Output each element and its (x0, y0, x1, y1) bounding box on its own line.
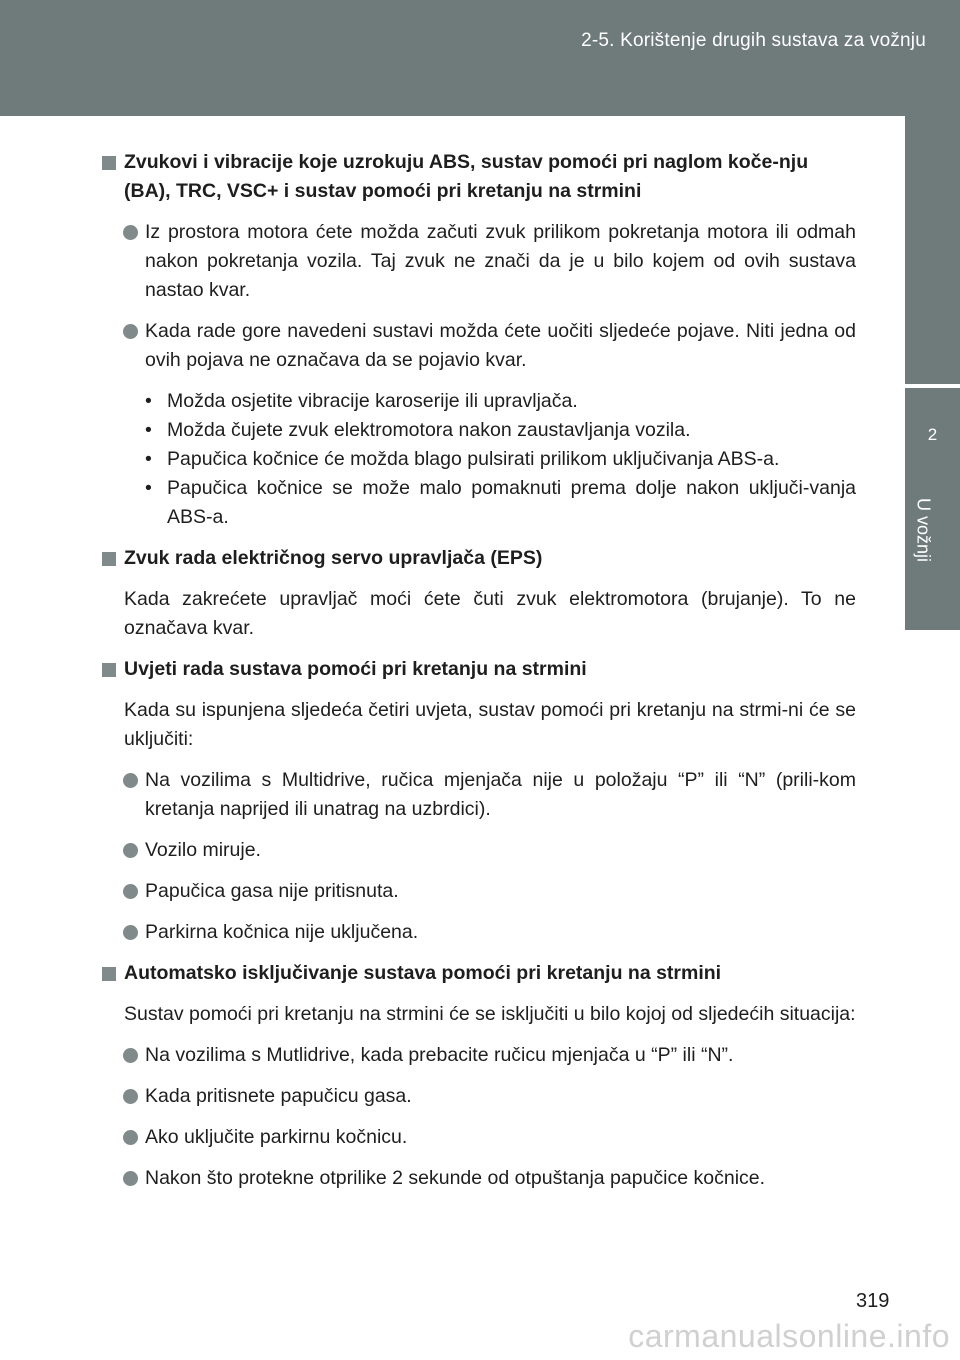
chapter-title: 2-5. Korištenje drugih sustava za vožnju (581, 30, 926, 51)
side-tab-upper (905, 116, 960, 384)
circle-bullet-icon (123, 884, 138, 899)
list-item: Kada rade gore navedeni sustavi možda ćete uočiti sljedeće pojave. Niti jedna od ovih pojava ne označava da se pojavio kvar. (100, 317, 856, 375)
section-heading: Uvjeti rada sustava pomoći pri kretanju na strmini (100, 655, 856, 684)
list-item: Parkirna kočnica nije uključena. (100, 918, 856, 947)
list-item: Iz prostora motora ćete možda začuti zvuk prilikom pokretanja motora ili odmah nakon pokretanja vozila. Taj zvuk ne znači da je u bilo kojem od ovih sustava nastao kvar. (100, 218, 856, 305)
circle-bullet-icon (123, 1130, 138, 1145)
list-item: Vozilo miruje. (100, 836, 856, 865)
section-heading: Automatsko isključivanje sustava pomoći pri kretanju na strmini (100, 959, 856, 988)
page-header (0, 0, 960, 116)
dash-item: • Papučica kočnice će možda blago pulsirati prilikom uključivanja ABS-a. (145, 445, 856, 474)
list-item: Na vozilima s Multidrive, ručica mjenjača nije u položaju “P” ili “N” (prili-kom kretanja naprijed ili unatrag na uzbrdici). (100, 766, 856, 824)
dot-bullet-icon: • (145, 390, 152, 412)
circle-bullet-icon (123, 324, 138, 339)
paragraph: Kada zakrećete upravljač moći ćete čuti zvuk elektromotora (brujanje). To ne označava kvar. (124, 588, 856, 639)
page-number: 319 (856, 1290, 890, 1312)
list-item: Kada pritisnete papučicu gasa. (100, 1082, 856, 1111)
list-item: Ako uključite parkirnu kočnicu. (100, 1123, 856, 1152)
circle-bullet-icon (123, 225, 138, 240)
list-item: Nakon što protekne otprilike 2 sekunde od otpuštanja papučice kočnice. (100, 1164, 856, 1193)
dot-bullet-icon: • (145, 419, 152, 441)
dash-item: • Možda čujete zvuk elektromotora nakon zaustavljanja vozila. (145, 416, 856, 445)
dot-bullet-icon: • (145, 448, 152, 470)
square-bullet-icon (102, 663, 116, 677)
circle-bullet-icon (123, 843, 138, 858)
square-bullet-icon (102, 156, 116, 170)
circle-bullet-icon (123, 925, 138, 940)
list-item: Papučica gasa nije pritisnuta. (100, 877, 856, 906)
circle-bullet-icon (123, 1171, 138, 1186)
watermark: carmanualsonline.info (628, 1318, 950, 1354)
circle-bullet-icon (123, 1048, 138, 1063)
paragraph: Sustav pomoći pri kretanju na strmini će se isključiti u bilo kojoj od sljedećih situacija: (124, 1003, 856, 1025)
paragraph: Kada su ispunjena sljedeća četiri uvjeta, sustav pomoći pri kretanju na strmi-ni će se uključiti: (124, 699, 856, 750)
list-item: Na vozilima s Mutlidrive, kada prebacite ručicu mjenjača u “P” ili “N”. (100, 1041, 856, 1070)
dash-item: • Papučica kočnice se može malo pomaknuti prema dolje nakon uključi-vanja ABS-a. (145, 474, 856, 532)
side-tab-label: U vožnji (913, 498, 934, 563)
dot-bullet-icon: • (145, 477, 152, 499)
page-content (100, 148, 856, 1205)
dash-item: • Možda osjetite vibracije karoserije ili upravljača. (145, 387, 856, 416)
circle-bullet-icon (123, 773, 138, 788)
side-tab-number: 2 (927, 425, 938, 444)
section-heading: Zvuk rada električnog servo upravljača (EPS) (100, 544, 856, 573)
dash-list (100, 387, 856, 532)
section-heading: Zvukovi i vibracije koje uzrokuju ABS, sustav pomoći pri naglom koče-nju (BA), TRC, VSC+ i sustav pomoći pri kretanju na strmini (100, 148, 856, 206)
square-bullet-icon (102, 967, 116, 981)
square-bullet-icon (102, 552, 116, 566)
circle-bullet-icon (123, 1089, 138, 1104)
